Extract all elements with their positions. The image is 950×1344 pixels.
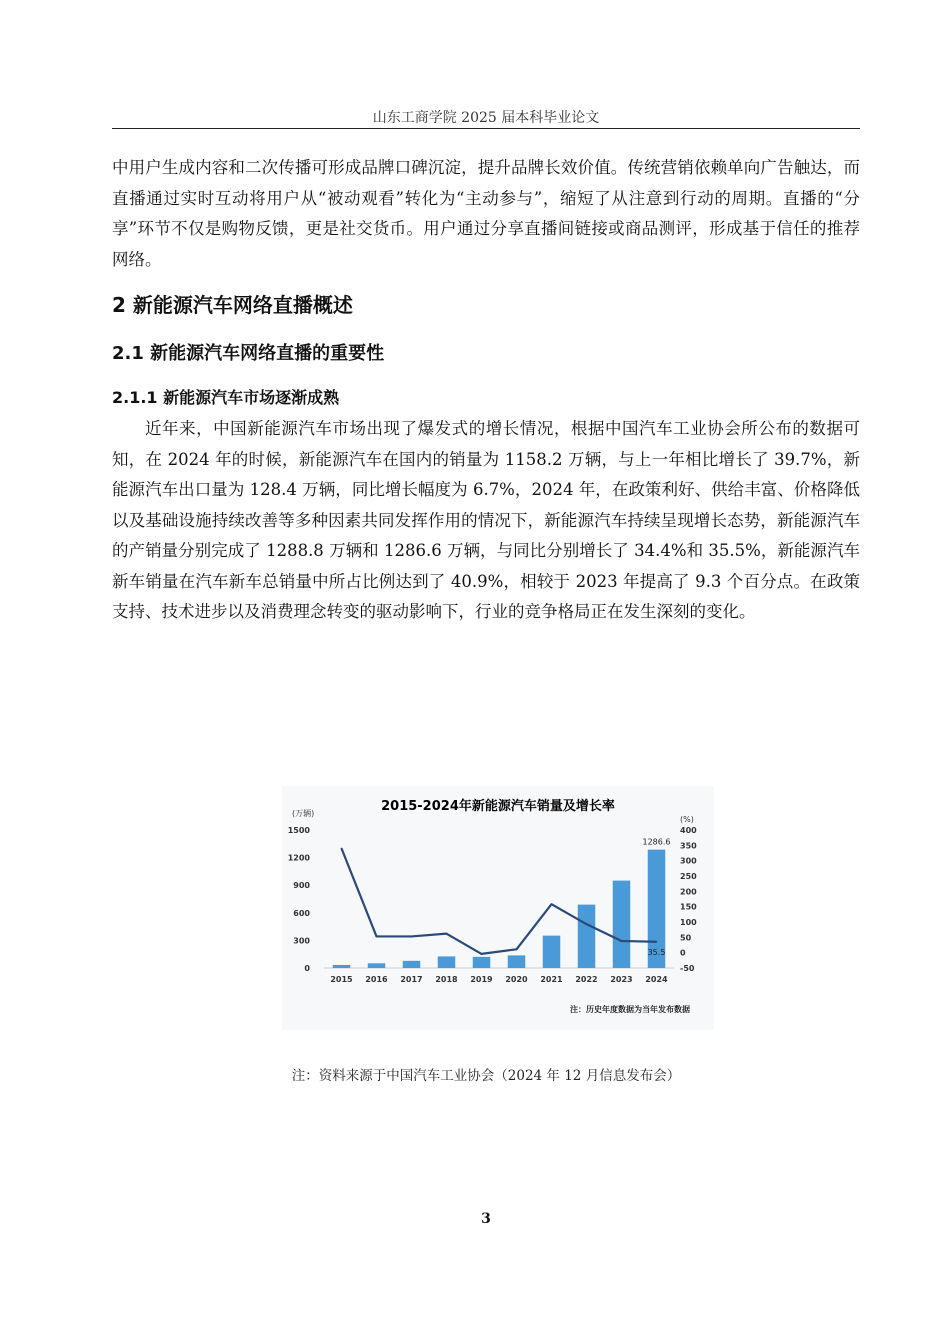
left-tick-label: 300 [293, 936, 310, 946]
bar-2021 [543, 936, 561, 968]
x-tick-label: 2020 [505, 975, 528, 984]
right-tick-label: 0 [680, 948, 686, 958]
right-tick-label: 100 [680, 918, 697, 927]
paragraph-2: 近年来，中国新能源汽车市场出现了爆发式的增长情况，根据中国汽车工业协会所公布的数据可知，在 2024 年的时候，新能源汽车在国内的销量为 1158.2 万辆，与上一年相比增长了 39.7%，新能源汽车出口量为 128.4 万辆，同比增长幅度为 6.7%，2024 年，在政策利好、供给丰富、价格降低以及基础设施持续改善等多种因素共同发挥作用的情况下，新能源汽车持续呈现增长态势，新能源汽车的产销量分别完成了 1288.8 万辆和 1286.6 万辆，与同比分别增长了 34.4%和 35.5%，新能源汽车新车销量在汽车新车总销量中所占比例达到了 40.9%，相较于 2023 年提高了 9.3 个百分点。在政策支持、技术进步以及消费理念转变的驱动影响下，行业的竞争格局正在发生深刻的变化。 [112, 419, 860, 621]
bar-2019 [473, 957, 491, 968]
growth-point-2023 [621, 940, 623, 942]
x-tick-label: 2023 [610, 975, 633, 984]
sales-chart-figure [282, 786, 714, 1030]
paragraph-1: 中用户生成内容和二次传播可形成品牌口碑沉淀，提升品牌长效价值。传统营销依赖单向广告触达，而直播通过实时互动将用户从“被动观看”转化为“主动参与”，缩短了从注意到行动的周期。直播的“分享”环节不仅是购物反馈，更是社交货币。用户通过分享直播间链接或商品测评，形成基于信任的推荐网络。 [112, 158, 860, 269]
x-tick-label: 2017 [400, 975, 423, 984]
right-tick-label: 350 [680, 841, 697, 851]
right-axis-label: (%) [680, 815, 694, 824]
left-tick-label: 0 [304, 964, 310, 973]
right-tick-label: -50 [680, 964, 695, 973]
header-divider [112, 128, 860, 129]
subsubsection-heading: 2.1.1 新能源汽车市场逐渐成熟 [112, 388, 340, 407]
bar-2020 [508, 955, 526, 968]
growth-point-2021 [551, 903, 553, 905]
growth-point-2018 [446, 933, 448, 935]
x-tick-label: 2015 [330, 975, 353, 984]
right-tick-label: 250 [680, 872, 697, 881]
section-heading: 2 新能源汽车网络直播概述 [112, 293, 353, 317]
left-tick-label: 1200 [287, 853, 310, 863]
x-tick-label: 2018 [435, 975, 458, 984]
page-number: 3 [481, 1211, 491, 1227]
growth-point-2015 [341, 848, 343, 850]
x-tick-label: 2021 [540, 975, 563, 984]
growth-point-2016 [376, 936, 378, 938]
left-axis-label: (万辆) [292, 809, 315, 818]
left-tick-label: 600 [293, 908, 310, 918]
figure-caption: 注：资料来源于中国汽车工业协会（2024 年 12 月信息发布会） [291, 1068, 681, 1084]
growth-rate-line [342, 848, 657, 953]
x-tick-label: 2024 [645, 975, 668, 984]
x-tick-label: 2016 [365, 975, 388, 984]
bar-data-label-2024: 1286.6 [642, 837, 671, 847]
bar-2022 [578, 905, 596, 968]
growth-point-2022 [586, 923, 588, 925]
chart-title: 2015-2024年新能源汽车销量及增长率 [381, 799, 615, 814]
left-tick-label: 1500 [287, 826, 310, 835]
right-tick-label: 150 [680, 902, 697, 912]
bar-2016 [368, 963, 386, 968]
right-tick-label: 200 [680, 887, 697, 897]
growth-point-2017 [411, 936, 413, 938]
x-tick-label: 2019 [470, 975, 493, 984]
chart-note: 注：历史年度数据为当年发布数据 [570, 1005, 690, 1014]
growth-point-2019 [481, 953, 483, 955]
subsection-heading: 2.1 新能源汽车网络直播的重要性 [112, 343, 385, 364]
line-data-label-2024: 35.5 [647, 947, 666, 957]
right-tick-label: 400 [680, 826, 697, 835]
growth-point-2024 [656, 941, 658, 943]
right-tick-label: 50 [680, 933, 692, 943]
sales-chart [282, 786, 714, 1030]
bar-2018 [438, 956, 456, 968]
paragraph-intro [112, 153, 860, 275]
left-tick-label: 900 [293, 881, 310, 891]
growth-point-2020 [516, 948, 518, 950]
right-tick-label: 300 [680, 856, 697, 866]
x-tick-label: 2022 [575, 975, 598, 984]
paragraph-market [112, 414, 860, 628]
bar-2017 [403, 961, 421, 968]
running-header: 山东工商学院 2025 届本科毕业论文 [372, 110, 600, 126]
bar-2023 [613, 881, 631, 968]
bar-2015 [333, 965, 351, 968]
